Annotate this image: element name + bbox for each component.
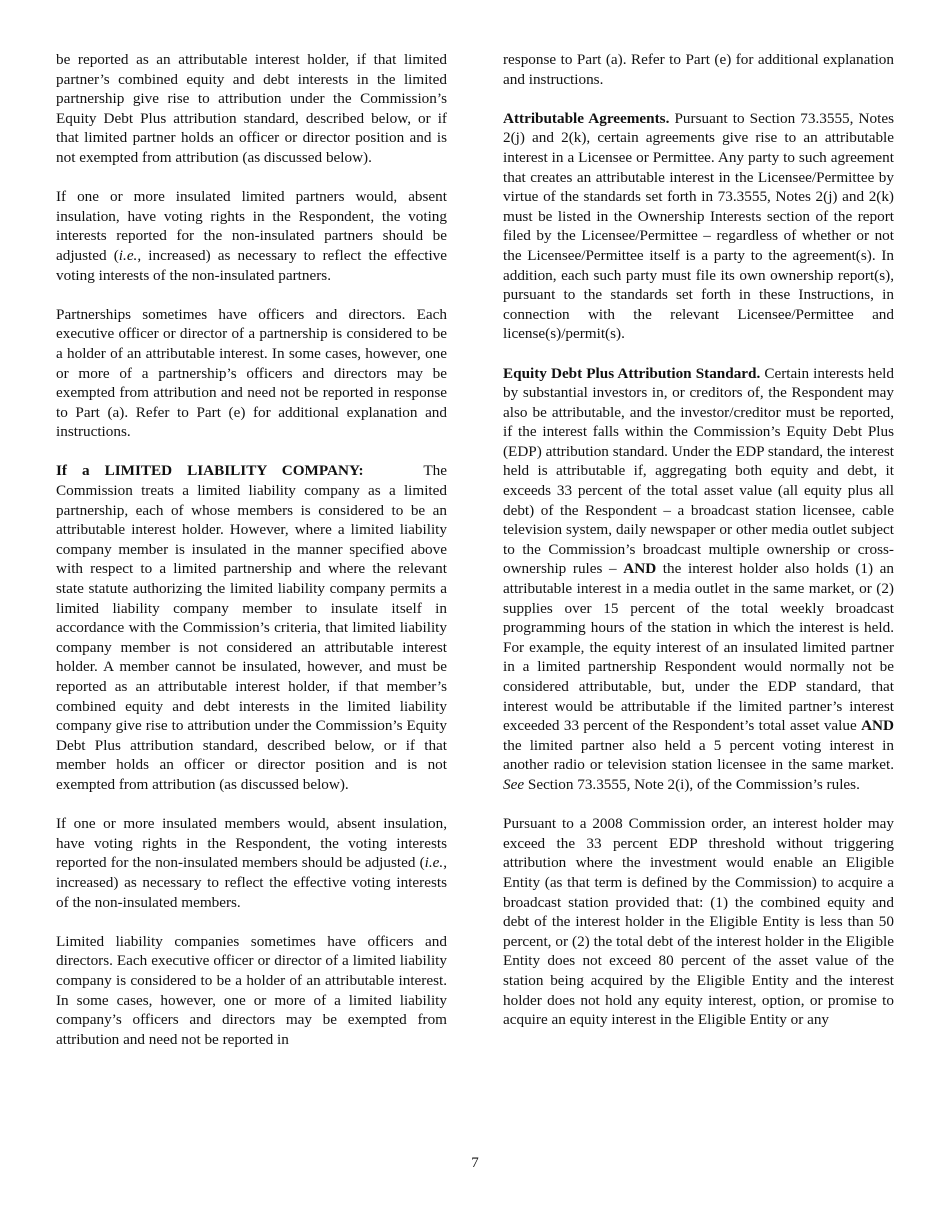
attributable-agreements-heading: Attributable Agreements. [503, 109, 670, 127]
left-column [56, 50, 447, 1049]
paragraph-llc-officers: Limited liability companies sometimes have officers and directors. Each executive officer or director of a limited liability company is considered to be a holder of an attributable interest. In some cases, however, one or more of a limited liability company’s officers and directors may be exempted from attribution and need not be reported in [56, 932, 447, 1048]
paragraph-2008-order: Pursuant to a 2008 Commission order, an interest holder may exceed the 33 percent EDP threshold without triggering attribution where the investment would enable an Eligible Entity (as that term is defined by the Commission) to acquire a broadcast station provided that: (1) the combined equity and debt of the interest holder in the Eligible Entity is less than 50 percent, or (2) the total debt of the interest holder in the Eligible Entity does not exceed 80 percent of the asset value of the station being acquired by the Eligible Entity and the interest holder does not hold any equity interest, option, or promise to acquire an equity interest in the Eligible Entity or any [503, 815, 894, 1029]
paragraph-insulated-partners-voting: If one or more insulated limited partners would, absent insulation, have voting rights in the Respondent, the voting interests reported for the non-insulated partners should be adjusted (i.e., increased) as necessary to reflect the effective voting interests of the non-insulated partners. [56, 188, 448, 284]
paragraph-edp-standard: Equity Debt Plus Attribution Standard. Certain interests held by substantial investors in, or creditors of, the Respondent may also be attributable, and the investor/creditor must be reported, if the interest falls within the Commission’s Equity Debt Plus (EDP) attribution standard. Under the EDP standard, the interest held is attributable if, aggregating both equity and debt, it exceeds 33 percent of the total asset value (all equity plus all debt) of the Respondent – a broadcast station licensee, cable television system, daily newspaper or other media outlet subject to the Commission’s broadcast multiple ownership or cross-ownership rules – AND the interest holder also holds (1) an attributable interest in a media outlet in the same market, or (2) supplies over 15 percent of the total weekly broadcast programming hours of the station in which the interest is held. For example, the equity interest of an insulated limited partner in a limited partnership Respondent would normally not be considered attributable, but, under the EDP standard, that interest would be attributable if the limited partner’s interest exceeded 33 percent of the Respondent’s total asset value AND the limited partner also held a 5 percent voting interest in another radio or television station licensee in the same market. See Section 73.3555, Note 2(i), of the Commission’s rules. [503, 364, 895, 793]
paragraph-refer-part-e: response to Part (a). Refer to Part (e) for additional explanation and instructions. [503, 51, 894, 88]
ie-abbrev: i.e. [118, 246, 138, 264]
page-number: 7 [471, 1155, 479, 1171]
edp-heading: Equity Debt Plus Attribution Standard. [503, 364, 761, 382]
llc-heading: If a LIMITED LIABILITY COMPANY: [56, 462, 364, 480]
paragraph-limited-partner-attribution: be reported as an attributable interest holder, if that limited partner’s combined equity and debt interests in the limited partnership give rise to attribution under the Commission’s Equity Debt Plus attribution standard, described below, or if that limited partner holds an officer or director position and is not exempted from attribution (as discussed below). [56, 51, 447, 166]
paragraph-partnership-officers: Partnerships sometimes have officers and directors. Each executive officer or director of a partnership is considered to be a holder of an attributable interest. In some cases, however, one or more of a partnership’s officers and directors may be exempted from attribution and need not be reported in response to Part (a). Refer to Part (e) for additional explanation and instructions. [56, 305, 447, 441]
right-column [503, 50, 894, 1030]
paragraph-llc: If a LIMITED LIABILITY COMPANY: The Commission treats a limited liability company as a limited partnership, each of whose members is considered to be an attributable interest holder. However, where a limited liability company member is insulated in the manner specified above with respect to a limited partnership and where the relevant state statute authorizing the limited liability company permits a limited liability company member to insulate itself in accordance with the Commission’s criteria, that limited liability company member is not considered an attributable interest holder. A member cannot be insulated, however, and must be reported as an attributable interest holder, if that member’s combined equity and debt interests in the limited liability company give rise to attribution under the Commission’s Equity Debt Plus attribution standard, described below, or if that member holds an officer or director position and is not exempted from attribution (as discussed below). [56, 462, 447, 793]
paragraph-attributable-agreements: Attributable Agreements. Pursuant to Section 73.3555, Notes 2(j) and 2(k), certain agreements give rise to an attributable interest in a Licensee or Permittee. Any party to such agreement that creates an attributable interest in the Licensee/Permittee by virtue of the standards set forth in 73.3555, Notes 2(j) and 2(k) must be listed in the Ownership Interests section of the report filed by the Licensee/Permittee – regardless of whether or not the Licensee/Permittee itself is a party to the agreement(s). In addition, each such party must file its own ownership report(s), pursuant to the standards set forth in these Instructions, in connection with the relevant Licensee/Permittee and license(s)/permit(s). [503, 109, 894, 343]
ie-abbrev: i.e. [424, 854, 444, 872]
paragraph-insulated-members-voting: If one or more insulated members would, absent insulation, have voting rights in the Respondent, the voting interests reported for the non-insulated members should be adjusted (i.e., increased) as necessary to reflect the effective voting interests of the non-insulated members. [56, 815, 447, 911]
